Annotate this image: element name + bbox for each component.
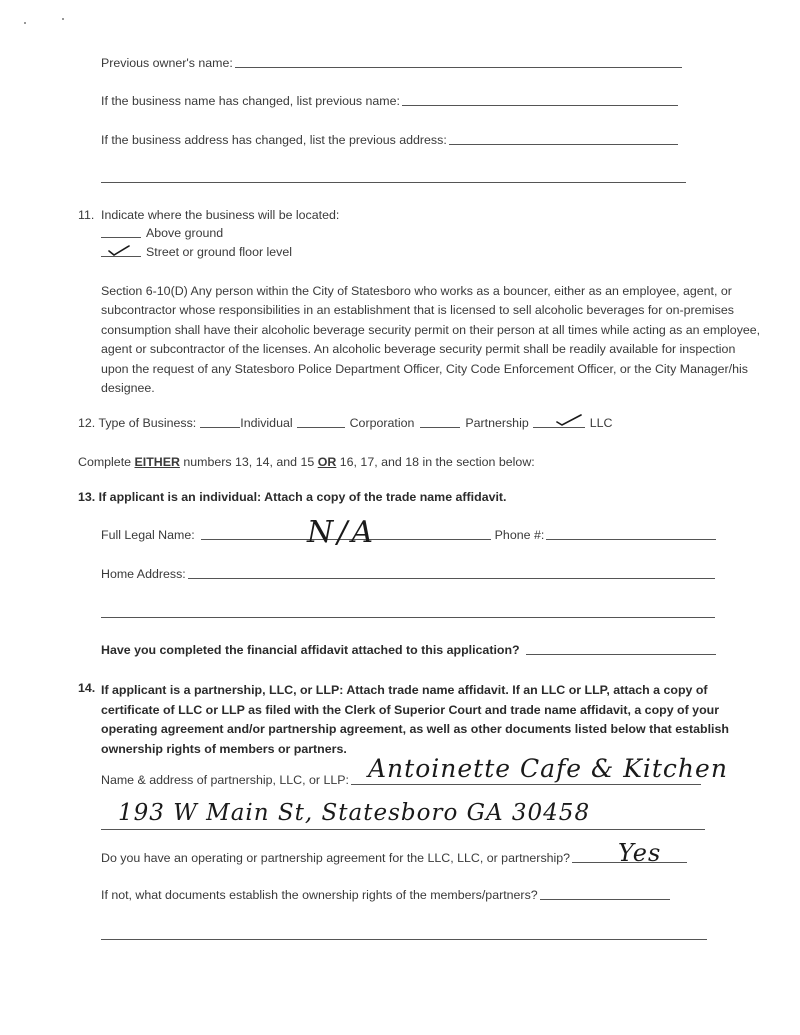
name-address-field[interactable] [351, 784, 701, 785]
scan-speck [24, 22, 26, 24]
previous-owner-row [101, 56, 682, 70]
previous-owner-field[interactable] [235, 67, 682, 68]
documents-field[interactable] [540, 899, 670, 900]
street-level-checkbox-line[interactable] [101, 256, 141, 257]
type-of-business-label: 12. Type of Business: [78, 416, 197, 430]
section14-heading: If applicant is a partnership, LLC, or LLP: Attach trade name affidavit. If an LLC or LLP, attach a copy of certificate of LLC or LLP as filed with the Clerk of Superior Court and trade name affidavit, a copy of your operating agreement and/or partnership agreement, as well as other documents listed below that establish ownership rights of members or partners. [101, 683, 729, 756]
above-ground-checkbox-line[interactable] [101, 237, 141, 238]
previous-address-field[interactable] [449, 144, 678, 145]
llc-blank[interactable] [533, 427, 585, 428]
option-above-ground [101, 226, 223, 240]
previous-business-name-label: If the business name has changed, list previous name: [101, 94, 400, 108]
ordinance-paragraph: Section 6-10(D) Any person within the City of Statesboro who works as a bouncer, either as an employee, agent, or subcontractor whose responsibilities in an establishment that is licensed to sell alcoholic beverages for on-premises consumption shall have their alcoholic beverage security permit on their person at all times while acting as an employee, agent or subcontractor of the licenses. An alcoholic beverage security permit shall be readily available for inspection upon the request of any Statesboro Police Department Officer, City Code Enforcement Officer, or the City Manager/his designee. [101, 284, 761, 396]
documents-field-line2[interactable] [101, 939, 707, 940]
business-address-handwriting: 193 W Main St, Statesboro GA 30458 [118, 800, 591, 826]
home-address-field[interactable] [188, 578, 715, 579]
documents-row [101, 888, 670, 902]
previous-address-row [101, 133, 678, 147]
section14-number: 14. [78, 681, 96, 695]
address-field-line2[interactable] [101, 829, 705, 830]
full-legal-name-label: Full Legal Name: [101, 528, 195, 542]
agreement-question: Do you have an operating or partnership agreement for the LLC, LLC, or partnership? [101, 851, 571, 865]
previous-address-field-line2[interactable] [101, 182, 686, 183]
instruction-either: EITHER [134, 455, 180, 469]
full-legal-name-handwriting: N/A [307, 515, 378, 550]
home-address-row [101, 567, 715, 581]
instruction-or: OR [317, 455, 337, 469]
documents-question: If not, what documents establish the ownership rights of the members/partners? [101, 888, 538, 902]
partnership-label: Partnership [465, 416, 529, 430]
agreement-answer-handwriting: Yes [618, 839, 662, 867]
individual-blank[interactable] [200, 427, 240, 428]
type-of-business-row [78, 416, 612, 430]
name-address-label: Name & address of partnership, LLC, or LLP: [101, 773, 349, 787]
above-ground-label: Above ground [146, 226, 224, 240]
section11-question: Indicate where the business will be located: [101, 208, 340, 222]
checkmark-icon [107, 244, 131, 256]
previous-business-name-row [101, 94, 678, 108]
previous-owner-label: Previous owner's name: [101, 56, 233, 70]
scan-speck [62, 18, 64, 20]
checkmark-icon [555, 414, 583, 426]
corporation-blank[interactable] [297, 427, 345, 428]
street-level-label: Street or ground floor level [146, 245, 293, 259]
agreement-row [101, 851, 687, 865]
corporation-label: Corporation [349, 416, 415, 430]
section13-heading: 13. If applicant is an individual: Attach a copy of the trade name affidavit. [78, 490, 507, 504]
home-address-field-line2[interactable] [101, 617, 715, 618]
phone-field[interactable] [546, 539, 716, 540]
business-name-handwriting: Antoinette Cafe & Kitchen [368, 754, 728, 783]
home-address-label: Home Address: [101, 567, 186, 581]
financial-affidavit-question: Have you completed the financial affidavit attached to this application? [101, 643, 520, 657]
complete-instruction [78, 455, 535, 469]
previous-business-name-field[interactable] [402, 105, 678, 106]
full-legal-name-row [101, 528, 716, 542]
instruction-complete: Complete [78, 455, 132, 469]
instruction-middle: numbers 13, 14, and 15 [183, 455, 315, 469]
individual-label: Individual [240, 416, 293, 430]
financial-affidavit-field[interactable] [526, 654, 716, 655]
llc-label: LLC [589, 416, 613, 430]
instruction-end: 16, 17, and 18 in the section below: [339, 455, 535, 469]
option-street-level [101, 245, 292, 259]
phone-label: Phone #: [494, 528, 545, 542]
partnership-blank[interactable] [420, 427, 460, 428]
section11-number: 11. [78, 208, 95, 222]
previous-address-label: If the business address has changed, list the previous address: [101, 133, 447, 147]
financial-affidavit-row [101, 643, 716, 657]
